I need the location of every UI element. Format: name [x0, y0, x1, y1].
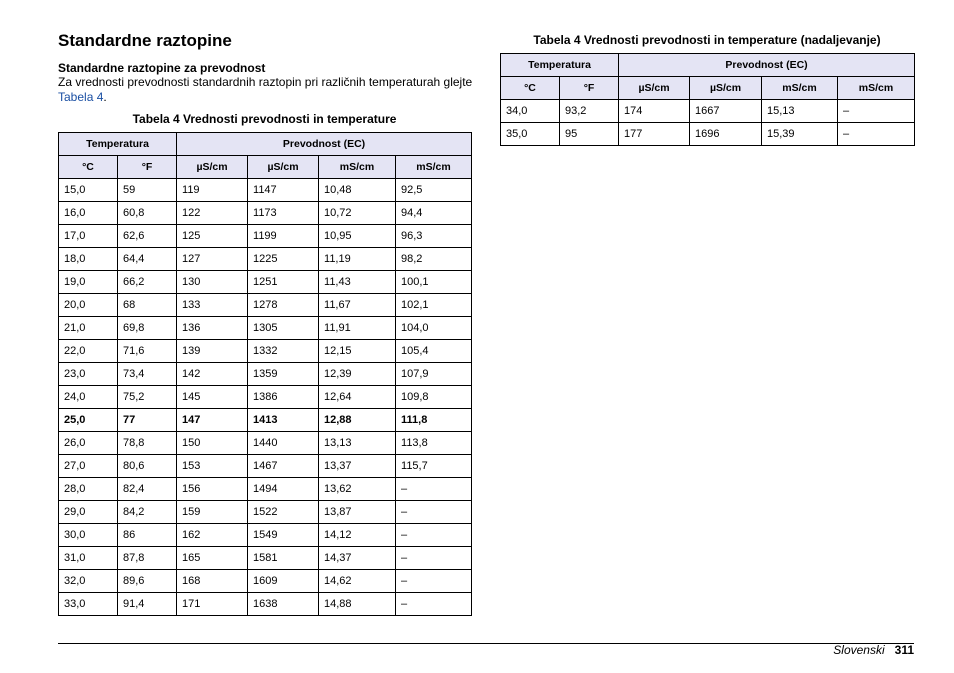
table-cell: 22,0 — [59, 340, 118, 363]
unit-header: °F — [118, 156, 177, 179]
table-cell: 1494 — [248, 478, 319, 501]
table-cell: 35,0 — [501, 123, 560, 146]
table-row — [501, 123, 915, 146]
table-cell: 107,9 — [396, 363, 472, 386]
conductivity-table — [58, 132, 472, 616]
table-cell: 31,0 — [59, 547, 118, 570]
table-cell: 133 — [177, 294, 248, 317]
right-table-body — [501, 100, 915, 146]
unit-header: mS/cm — [762, 77, 838, 100]
table-cell: 1386 — [248, 386, 319, 409]
unit-header: °C — [59, 156, 118, 179]
page-number: 311 — [894, 643, 914, 657]
table-row — [59, 524, 472, 547]
group-header-conductivity: Prevodnost (EC) — [619, 54, 915, 77]
group-header-temperature: Temperatura — [501, 54, 619, 77]
table-cell: 96,3 — [396, 225, 472, 248]
table-cell: 93,2 — [560, 100, 619, 123]
unit-header: µS/cm — [619, 77, 690, 100]
table-cell: 15,39 — [762, 123, 838, 146]
table-cell: 165 — [177, 547, 248, 570]
table-cell: 13,62 — [319, 478, 396, 501]
table-cell: 15,13 — [762, 100, 838, 123]
table-cell: 25,0 — [59, 409, 118, 432]
table-cell: 34,0 — [501, 100, 560, 123]
left-table-body — [59, 179, 472, 616]
table-cell: 1332 — [248, 340, 319, 363]
intro-text: Za vrednosti prevodnosti standardnih raztopin pri različnih temperaturah glejte — [58, 75, 473, 89]
table-cell: 27,0 — [59, 455, 118, 478]
table-cell: 91,4 — [118, 593, 177, 616]
table-cell: 1638 — [248, 593, 319, 616]
table-cell: 142 — [177, 363, 248, 386]
table-cell: 174 — [619, 100, 690, 123]
footer-divider — [58, 643, 914, 644]
unit-header: µS/cm — [177, 156, 248, 179]
footer-language: Slovenski — [833, 643, 885, 657]
table-cell: 20,0 — [59, 294, 118, 317]
table-cell: – — [396, 570, 472, 593]
table-cell: 14,88 — [319, 593, 396, 616]
table-cell: 104,0 — [396, 317, 472, 340]
page-title: Standardne raztopine — [58, 31, 232, 50]
table-row — [59, 570, 472, 593]
table-cell: 16,0 — [59, 202, 118, 225]
table-cell: 153 — [177, 455, 248, 478]
table-row — [59, 202, 472, 225]
table-row — [59, 501, 472, 524]
table-cell: 80,6 — [118, 455, 177, 478]
table-cell: 100,1 — [396, 271, 472, 294]
unit-header: µS/cm — [690, 77, 762, 100]
intro-end: . — [103, 90, 107, 104]
table-row — [59, 432, 472, 455]
left-table-caption: Tabela 4 Vrednosti prevodnosti in temperature — [132, 112, 397, 126]
table-cell: 171 — [177, 593, 248, 616]
table-cell: 33,0 — [59, 593, 118, 616]
table-cell: 12,64 — [319, 386, 396, 409]
table-cell: 60,8 — [118, 202, 177, 225]
table-cell: 84,2 — [118, 501, 177, 524]
table-row — [59, 179, 472, 202]
table-cell: 77 — [118, 409, 177, 432]
table-cell: 12,88 — [319, 409, 396, 432]
table-cell: 78,8 — [118, 432, 177, 455]
intro-paragraph — [58, 75, 478, 105]
table-cell: 1667 — [690, 100, 762, 123]
table-cell: – — [838, 123, 915, 146]
table-row — [59, 593, 472, 616]
table-cell: 75,2 — [118, 386, 177, 409]
table-cell: 139 — [177, 340, 248, 363]
table-cell: – — [838, 100, 915, 123]
group-header-temperature: Temperatura — [59, 133, 177, 156]
table-cell: 1147 — [248, 179, 319, 202]
table-cell: 119 — [177, 179, 248, 202]
group-header-conductivity: Prevodnost (EC) — [177, 133, 472, 156]
unit-header: °C — [501, 77, 560, 100]
table-cell: 105,4 — [396, 340, 472, 363]
table-cell: 73,4 — [118, 363, 177, 386]
table-cell: 1609 — [248, 570, 319, 593]
group-header-row — [501, 54, 915, 77]
table-cell: 30,0 — [59, 524, 118, 547]
table-cell: 115,7 — [396, 455, 472, 478]
table-cell: 1522 — [248, 501, 319, 524]
table-cell: 10,95 — [319, 225, 396, 248]
table-cell: 92,5 — [396, 179, 472, 202]
table-cell: 147 — [177, 409, 248, 432]
table-cell: 122 — [177, 202, 248, 225]
table-cell: 1696 — [690, 123, 762, 146]
unit-header-row — [59, 156, 472, 179]
table-cell: 162 — [177, 524, 248, 547]
table-cell: 86 — [118, 524, 177, 547]
conductivity-table-continued — [500, 53, 915, 146]
table-row — [59, 340, 472, 363]
page-footer — [833, 643, 914, 657]
table-cell: 59 — [118, 179, 177, 202]
table-cell: 1440 — [248, 432, 319, 455]
table-cell: 177 — [619, 123, 690, 146]
table-cell: 71,6 — [118, 340, 177, 363]
table-cell: 125 — [177, 225, 248, 248]
unit-header: mS/cm — [319, 156, 396, 179]
table-cell: 32,0 — [59, 570, 118, 593]
table-cell: 10,72 — [319, 202, 396, 225]
table-cell: – — [396, 524, 472, 547]
table-cell: 1173 — [248, 202, 319, 225]
table-cell: 13,37 — [319, 455, 396, 478]
table-cell: 113,8 — [396, 432, 472, 455]
table-cell: 14,12 — [319, 524, 396, 547]
unit-header: °F — [560, 77, 619, 100]
table-cell: 1549 — [248, 524, 319, 547]
table-cell: 168 — [177, 570, 248, 593]
table-cell: 1225 — [248, 248, 319, 271]
table-cell: 159 — [177, 501, 248, 524]
table-cell: 21,0 — [59, 317, 118, 340]
table-cell: 68 — [118, 294, 177, 317]
table-cell: 69,8 — [118, 317, 177, 340]
table-cell: 89,6 — [118, 570, 177, 593]
table-cell: 109,8 — [396, 386, 472, 409]
table-cell: 17,0 — [59, 225, 118, 248]
table-row — [59, 317, 472, 340]
table-cell: 28,0 — [59, 478, 118, 501]
table-cell: 145 — [177, 386, 248, 409]
table-cell: 11,67 — [319, 294, 396, 317]
right-table-caption: Tabela 4 Vrednosti prevodnosti in temperature (nadaljevanje) — [533, 33, 881, 47]
table-cell: 11,19 — [319, 248, 396, 271]
table-cell: 156 — [177, 478, 248, 501]
group-header-row — [59, 133, 472, 156]
table-cell: 82,4 — [118, 478, 177, 501]
table-row — [59, 271, 472, 294]
table-row — [59, 409, 472, 432]
table-cell: 19,0 — [59, 271, 118, 294]
table-cell: 18,0 — [59, 248, 118, 271]
table-cell: 13,87 — [319, 501, 396, 524]
table-cell: 95 — [560, 123, 619, 146]
table-cell: 94,4 — [396, 202, 472, 225]
table-cell: 87,8 — [118, 547, 177, 570]
unit-header: mS/cm — [396, 156, 472, 179]
table-cell: 14,37 — [319, 547, 396, 570]
table-cell: 150 — [177, 432, 248, 455]
table-row — [59, 248, 472, 271]
table-cell: – — [396, 478, 472, 501]
table-row — [59, 294, 472, 317]
unit-header-row — [501, 77, 915, 100]
table-cell: 1278 — [248, 294, 319, 317]
table-row — [59, 478, 472, 501]
table-row — [59, 386, 472, 409]
table-row — [59, 225, 472, 248]
table-cell: 66,2 — [118, 271, 177, 294]
table-cell: 1413 — [248, 409, 319, 432]
table-cell: 24,0 — [59, 386, 118, 409]
table-reference-link[interactable]: Tabela 4 — [58, 90, 104, 104]
table-cell: – — [396, 501, 472, 524]
table-cell: 15,0 — [59, 179, 118, 202]
table-cell: 26,0 — [59, 432, 118, 455]
table-cell: 14,62 — [319, 570, 396, 593]
table-row — [59, 363, 472, 386]
table-cell: 64,4 — [118, 248, 177, 271]
table-row — [501, 100, 915, 123]
table-cell: 12,15 — [319, 340, 396, 363]
table-cell: 62,6 — [118, 225, 177, 248]
table-cell: 1251 — [248, 271, 319, 294]
table-cell: 136 — [177, 317, 248, 340]
table-cell: 11,91 — [319, 317, 396, 340]
table-cell: 29,0 — [59, 501, 118, 524]
table-cell: 130 — [177, 271, 248, 294]
table-cell: 102,1 — [396, 294, 472, 317]
section-heading: Standardne raztopine za prevodnost — [58, 61, 266, 75]
table-cell: 1359 — [248, 363, 319, 386]
table-cell: 1305 — [248, 317, 319, 340]
table-row — [59, 455, 472, 478]
table-cell: 10,48 — [319, 179, 396, 202]
unit-header: mS/cm — [838, 77, 915, 100]
table-cell: 23,0 — [59, 363, 118, 386]
unit-header: µS/cm — [248, 156, 319, 179]
table-cell: – — [396, 547, 472, 570]
table-cell: 11,43 — [319, 271, 396, 294]
table-cell: 13,13 — [319, 432, 396, 455]
table-cell: 12,39 — [319, 363, 396, 386]
table-cell: – — [396, 593, 472, 616]
table-cell: 98,2 — [396, 248, 472, 271]
table-cell: 111,8 — [396, 409, 472, 432]
table-cell: 127 — [177, 248, 248, 271]
table-cell: 1199 — [248, 225, 319, 248]
table-cell: 1467 — [248, 455, 319, 478]
table-row — [59, 547, 472, 570]
table-cell: 1581 — [248, 547, 319, 570]
